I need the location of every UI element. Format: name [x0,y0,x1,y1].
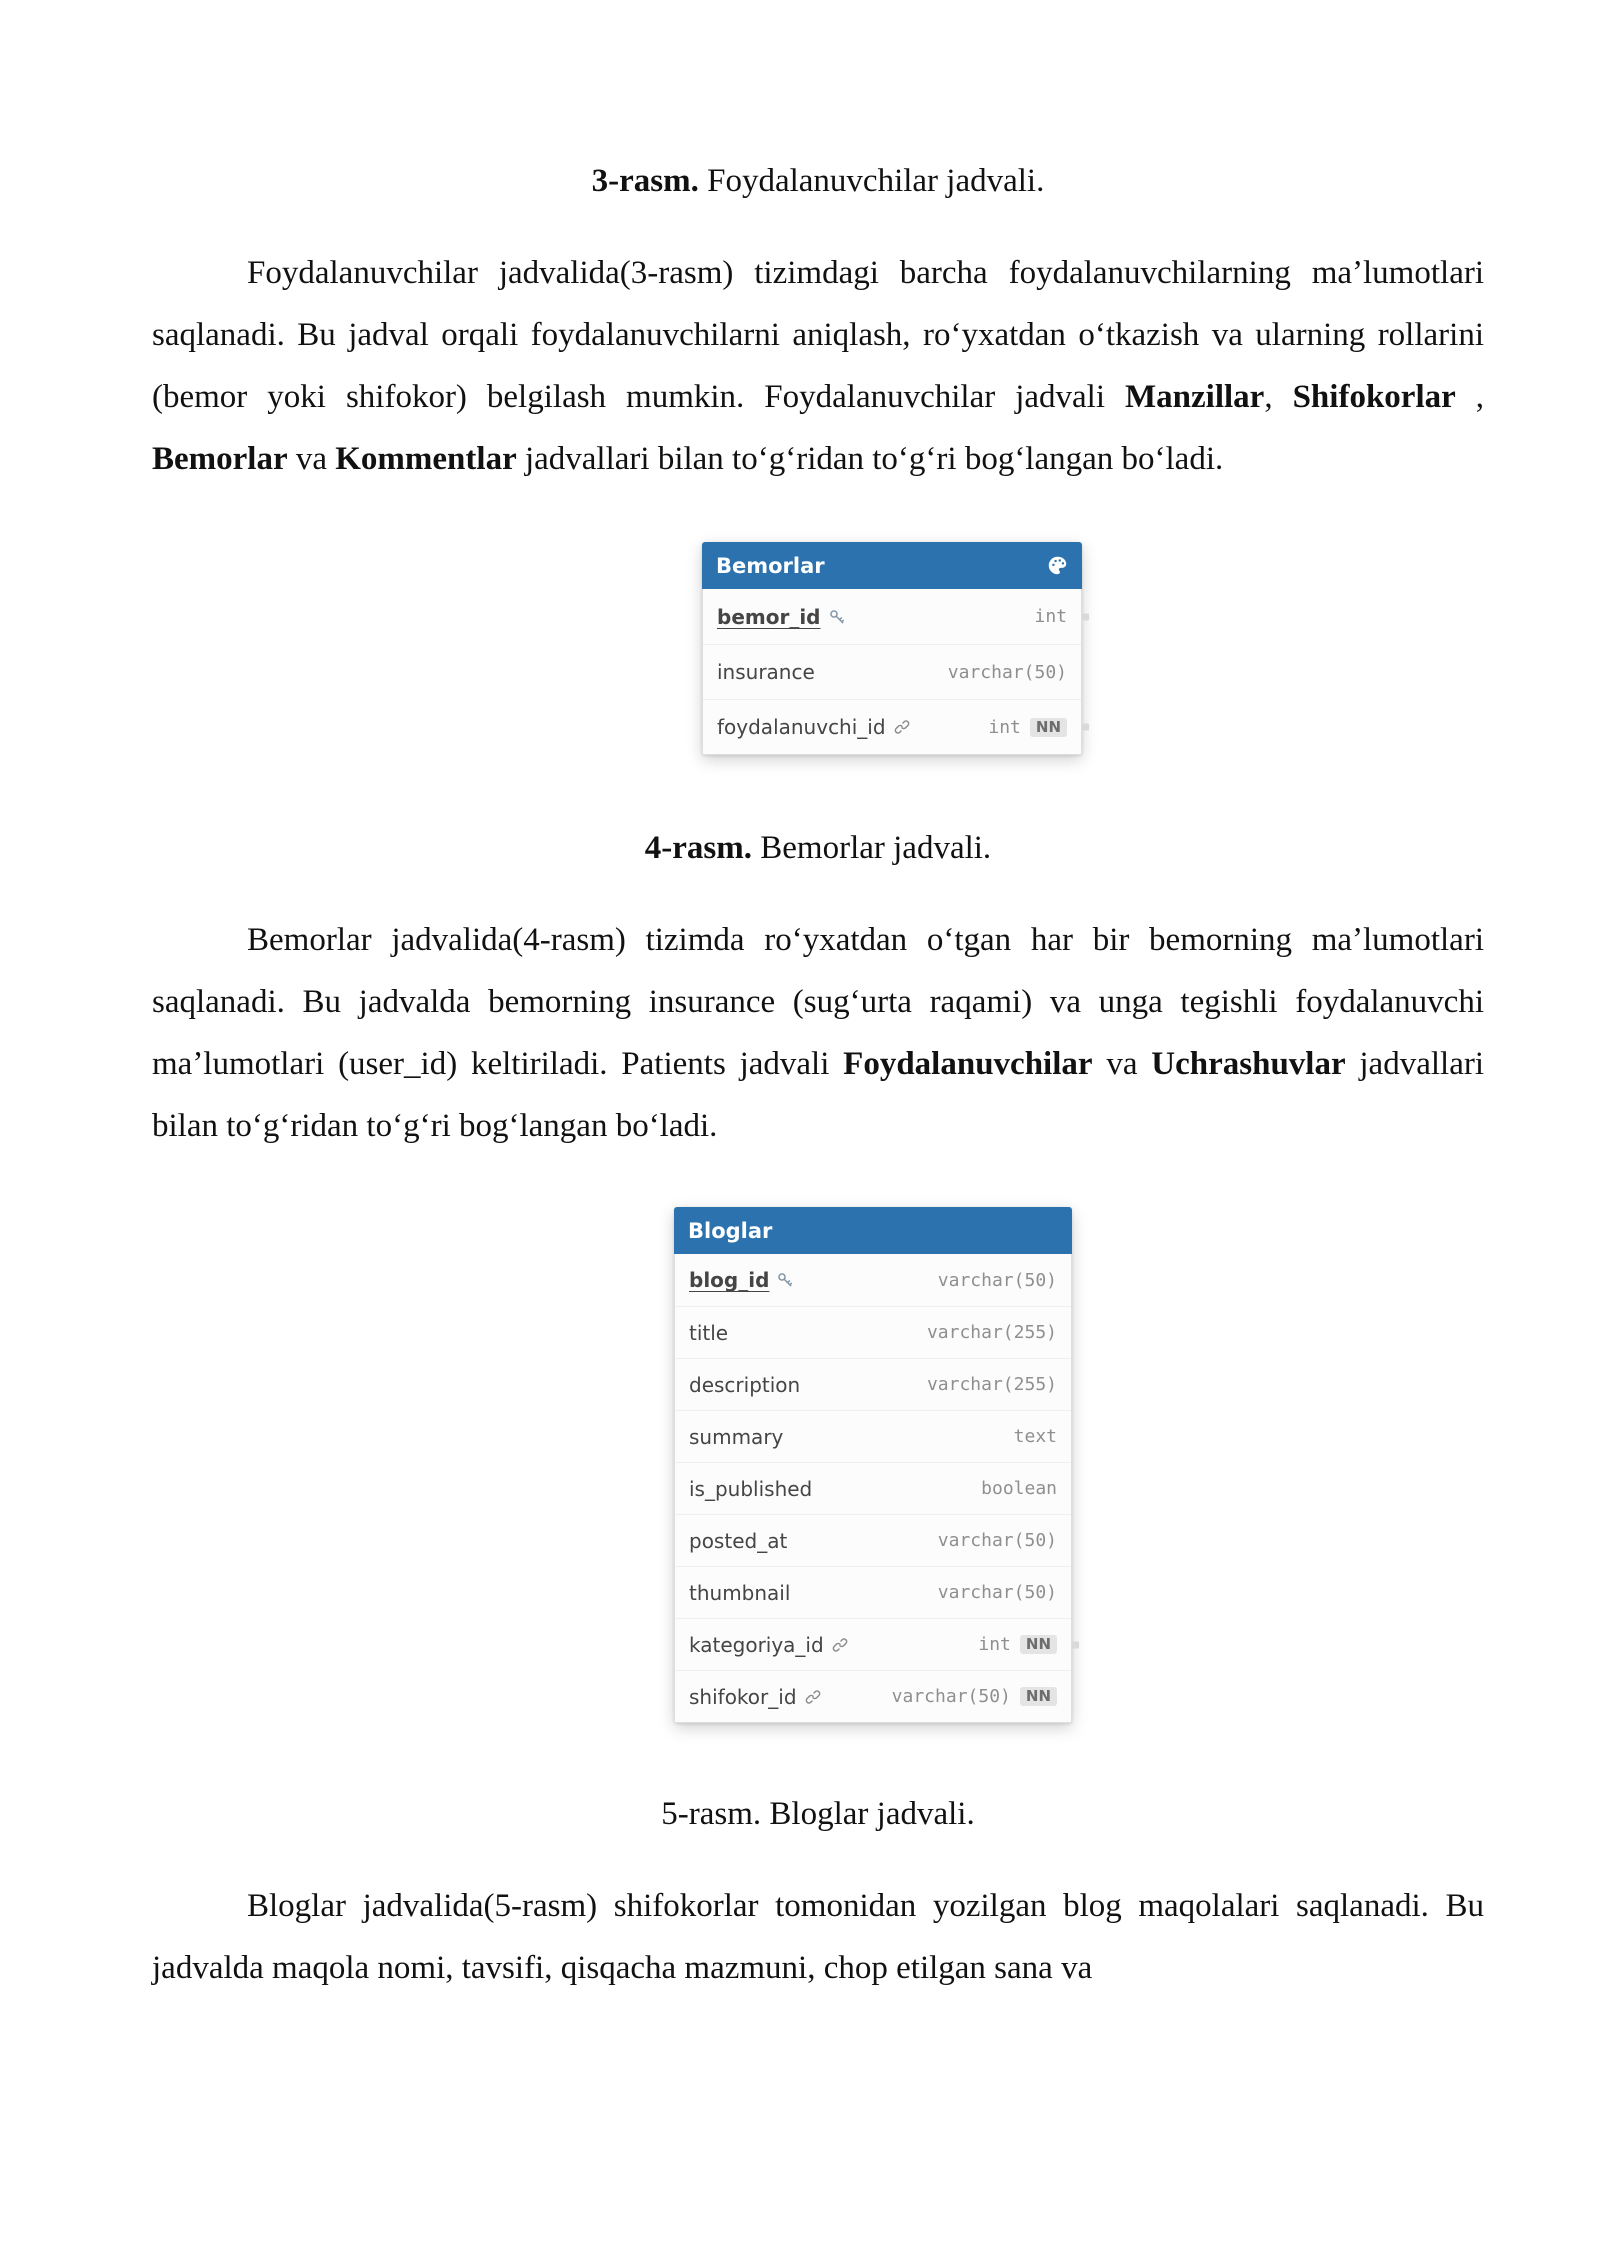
field-name [689,1581,790,1605]
field-name [689,1529,787,1553]
figure-4-caption [152,817,1484,879]
table-row [675,1358,1071,1410]
paragraph-segment: Foydalanuvchilar [843,1046,1093,1082]
bloglar-table-header [674,1207,1072,1254]
field-name [689,1685,821,1709]
paragraph-segment: jadvallari bilan toʻgʻridan toʻgʻri bogʻlangan boʻladi. [152,1046,1484,1144]
field-type [892,1686,1057,1707]
table-row [675,1566,1071,1618]
paragraph-segment: Bemorlar [152,441,288,477]
field-name-text: is_published [689,1476,813,1501]
field-type [938,1530,1057,1551]
field-type [948,662,1067,683]
key-icon [829,609,845,625]
paragraph-segment: , [1455,379,1485,415]
table-title: Bemorlar [716,553,825,578]
field-type-text: varchar(255) [926,1374,1057,1395]
field-type-text: int [988,716,1021,738]
field-type-text: varchar(50) [947,661,1067,683]
field-type [938,1270,1057,1291]
table-row [675,1514,1071,1566]
figure-5-caption [152,1783,1484,1845]
paragraph-segment: Uchrashuvlar [1151,1046,1346,1082]
bloglar-table-body [674,1254,1072,1723]
field-type [1014,1426,1057,1447]
paragraph-bemorlar [152,909,1484,1157]
table-row [675,1670,1071,1722]
field-name-text: blog_id [689,1268,770,1292]
link-icon [894,719,910,735]
field-type [927,1322,1057,1343]
bloglar-table-figure [674,1207,1072,1723]
paragraph-segment: Bloglar jadvalida(5-rasm) shifokorlar tomonidan yozilgan blog maqolalari saqlanadi. Bu jadvalda maqola nomi, tavsifi, qisqacha mazmuni, chop etilgan sana va [152,1888,1484,1986]
table-row [675,1410,1071,1462]
figure-3-caption [152,150,1484,212]
field-type [988,717,1067,738]
field-name [717,715,910,739]
figure-5-caption-text: 5-rasm. Bloglar jadvali. [661,1796,975,1832]
field-type-text: varchar(50) [937,1269,1057,1291]
not-null-badge: NN [1020,1635,1057,1654]
field-type [978,1634,1057,1655]
table-title: Bloglar [688,1218,773,1243]
field-name [689,1373,800,1397]
paragraph-segment: , [1264,379,1293,415]
field-name-text: thumbnail [689,1580,791,1605]
paragraph-segment: Bemorlar jadvalida(4-rasm) tizimda roʻyxatdan oʻtgan har bir bemorning maʼlumotlari saqlanadi. Bu jadvalda bemorning insurance (sugʻurta raqami) va unga tegishli foydalanuvchi maʼlumotlari (user_id) keltiriladi. Patients jadvali [152,922,1484,1082]
field-name [689,1321,728,1345]
figure-3-caption-text: Foydalanuvchilar jadvali. [698,163,1045,199]
table-row [703,699,1081,754]
key-icon [777,1272,793,1288]
paragraph-foydalanuvchilar [152,242,1484,490]
palette-icon [1047,555,1068,576]
field-type [938,1582,1057,1603]
field-type [981,1478,1057,1499]
bemorlar-table-header [702,542,1082,589]
field-name-text: description [689,1372,801,1397]
bemorlar-table-body [702,589,1082,755]
link-icon [805,1689,821,1705]
paragraph-segment: va [1092,1046,1152,1082]
paragraph-segment: va [287,441,336,477]
field-name-text: bemor_id [717,604,821,629]
field-name [689,1425,783,1449]
field-name-text: insurance [717,660,815,684]
field-name [689,1477,812,1501]
field-type-text: int [1034,606,1067,627]
paragraph-segment: jadvallari bilan toʻgʻridan toʻgʻri bogʻlangan boʻladi. [516,441,1224,477]
field-name-text: posted_at [689,1528,788,1553]
paragraph-bloglar [152,1875,1484,1999]
table-row [703,589,1081,644]
field-name [717,605,845,629]
not-null-badge: NN [1030,718,1067,737]
link-icon [832,1637,848,1653]
field-type-text: varchar(50) [937,1582,1057,1603]
field-name [689,1633,848,1657]
field-name-text: foydalanuvchi_id [717,715,886,739]
not-null-badge: NN [1020,1687,1057,1706]
table-row [675,1618,1071,1670]
field-name [717,660,815,684]
field-name-text: summary [689,1424,784,1449]
paragraph-segment: Shifokorlar [1292,379,1456,415]
table-row [703,644,1081,699]
field-type-text: varchar(50) [891,1686,1011,1707]
paragraph-segment: Manzillar [1125,379,1265,415]
field-type [1034,606,1067,627]
table-row [675,1462,1071,1514]
field-type [927,1374,1057,1395]
field-name [689,1268,793,1292]
figure-4-caption-number: 4-rasm. [644,830,753,866]
paragraph-segment: Foydalanuvchilar jadvalida(3-rasm) tizimdagi barcha foydalanuvchilarning maʼlumotlari saqlanadi. Bu jadval orqali foydalanuvchilarni aniqlash, roʻyxatdan oʻtkazish va ularning rollarini (bemor yoki shifokor) belgilash mumkin. Foydalanuvchilar jadvali [152,255,1484,415]
figure-4-caption-text: Bemorlar jadvali. [752,830,992,866]
field-type-text: int [978,1634,1011,1655]
table-row [675,1306,1071,1358]
field-type-text: varchar(50) [937,1530,1057,1551]
field-type-text: text [1013,1426,1057,1447]
paragraph-segment: Kommentlar [335,441,517,477]
figure-3-caption-number: 3-rasm. [591,163,699,199]
bemorlar-table-figure [702,542,1082,755]
field-type-text: varchar(255) [926,1322,1057,1343]
field-name-text: kategoriya_id [689,1632,824,1657]
field-name-text: shifokor_id [689,1684,797,1709]
field-type-text: boolean [981,1478,1057,1499]
table-row [675,1254,1071,1306]
field-name-text: title [689,1320,729,1345]
